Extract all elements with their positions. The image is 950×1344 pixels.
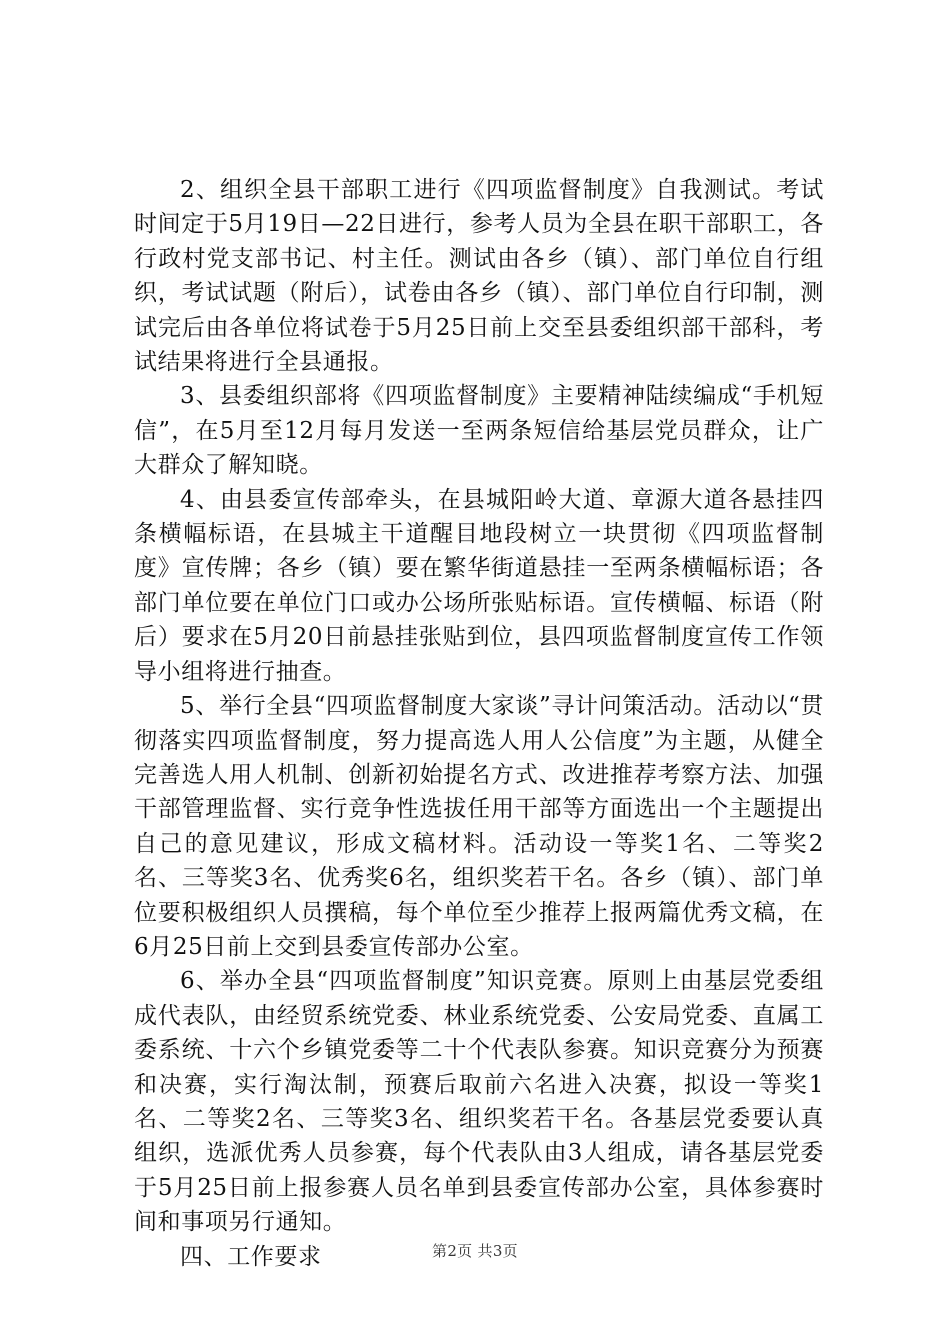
- page-number: 第2页 共3页: [432, 1242, 518, 1260]
- paragraph-sms: 3、县委组织部将《四项监督制度》主要精神陆续编成“手机短信”，在5月至12月每月发送一至两条短信给基层党员群众，让广大群众了解知晓。: [134, 383, 824, 479]
- paragraph-discussion: 5、举行全县“四项监督制度大家谈”寻计问策活动。活动以“贯彻落实四项监督制度，努力提高选人用人公信度”为主题，从健全完善选人用人机制、创新初始提名方式、改进推荐考察方法、加强干部管理监督、实行竞争性选拔任用干部等方面选出一个主题提出自己的意见建议，形成文稿材料。活动设一等奖1名、二等奖2名、三等奖3名、优秀奖6名，组织奖若干名。各乡（镇）、部门单位要积极组织人员撰稿，每个单位至少推荐上报两篇优秀文稿，在6月25日前上交到县委宣传部办公室。: [134, 693, 824, 960]
- document-body: [134, 173, 824, 1274]
- page-footer: [0, 1240, 950, 1261]
- paragraph-quiz: 6、举办全县“四项监督制度”知识竞赛。原则上由基层党委组成代表队，由经贸系统党委、林业系统党委、公安局党委、直属工委系统、十六个乡镇党委等二十个代表队参赛。知识竞赛分为预赛和决赛，实行淘汰制，预赛后取前六名进入决赛，拟设一等奖1名、二等奖2名、三等奖3名、组织奖若干名。各基层党委要认真组织，选派优秀人员参赛，每个代表队由3人组成，请各基层党委于5月25日前上报参赛人员名单到县委宣传部办公室，具体参赛时间和事项另行通知。: [134, 968, 824, 1236]
- paragraph-banners: 4、由县委宣传部牵头，在县城阳岭大道、章源大道各悬挂四条横幅标语，在县城主干道醒目地段树立一块贯彻《四项监督制度》宣传牌；各乡（镇）要在繁华街道悬挂一至两条横幅标语；各部门单位要在单位门口或办公场所张贴标语。宣传横幅、标语（附后）要求在5月20日前悬挂张贴到位，县四项监督制度宣传工作领导小组将进行抽查。: [134, 486, 824, 685]
- section-heading: 四、工作要求: [180, 1243, 322, 1270]
- paragraph-self-test: 2、组织全县干部职工进行《四项监督制度》自我测试。考试时间定于5月19日—22日进行，参考人员为全县在职干部职工，各行政村党支部书记、村主任。测试由各乡（镇）、部门单位自行组织，考试试题（附后），试卷由各乡（镇）、部门单位自行印制，测试完后由各单位将试卷于5月25日前上交至县委组织部干部科，考试结果将进行全县通报。: [134, 177, 824, 376]
